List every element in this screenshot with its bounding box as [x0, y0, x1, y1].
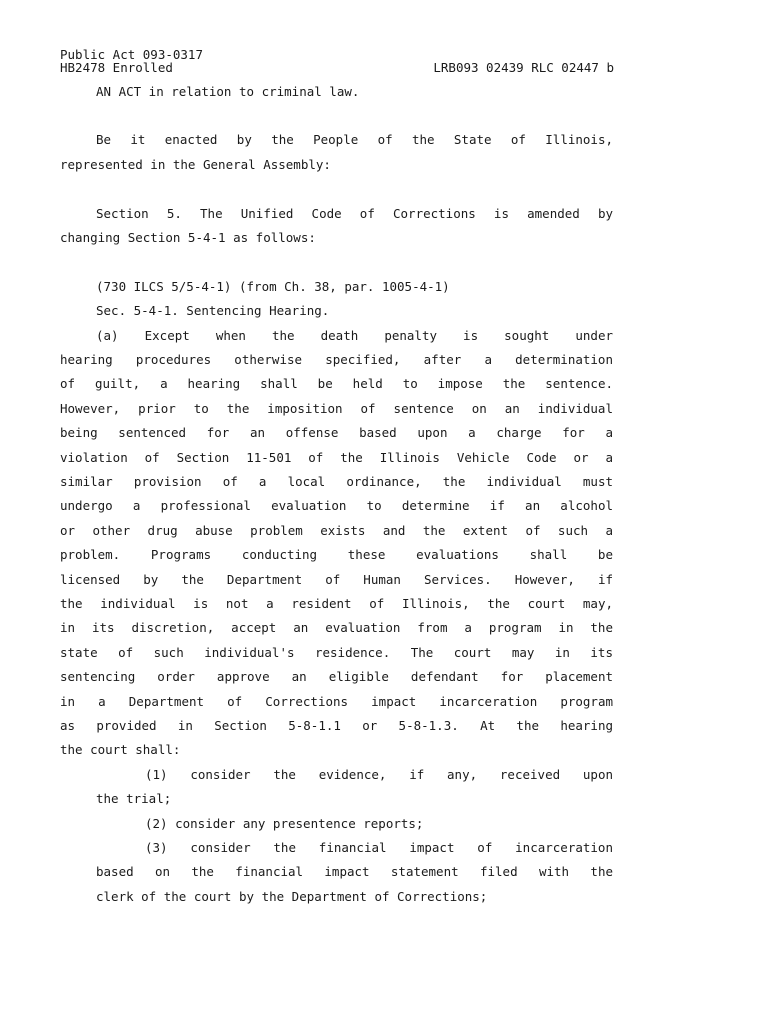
para-a-line: in its discretion, accept an evaluation from a program in the: [60, 620, 613, 635]
para-a-line: of guilt, a hearing shall be held to impose the sentence.: [60, 376, 613, 391]
section-heading: Sec. 5-4-1. Sentencing Hearing.: [96, 303, 330, 318]
enacting-clause-line-1: Be it enacted by the People of the State of Illinois,: [96, 132, 613, 147]
para-a-line: the court shall:: [60, 742, 181, 757]
item-3-line-1: (3) consider the financial impact of incarceration: [145, 840, 613, 855]
para-a-line: problem. Programs conducting these evaluations shall be: [60, 547, 613, 562]
header-bill-line: [60, 61, 614, 74]
para-a-line: undergo a professional evaluation to determine if an alcohol: [60, 498, 613, 513]
para-a-line: similar provision of a local ordinance, the individual must: [60, 474, 613, 489]
item-1-line-1: (1) consider the evidence, if any, received upon: [145, 767, 613, 782]
header-bill-id: HB2478 Enrolled: [60, 60, 173, 75]
item-3-line-2: based on the financial impact statement filed with the: [96, 864, 613, 879]
act-title: AN ACT in relation to criminal law.: [96, 84, 360, 99]
para-a-line: the individual is not a resident of Illinois, the court may,: [60, 596, 613, 611]
enacting-clause-line-2: represented in the General Assembly:: [60, 157, 331, 172]
para-a-line: violation of Section 11-501 of the Illinois Vehicle Code or a: [60, 450, 613, 465]
para-a-line: hearing procedures otherwise specified, after a determination: [60, 352, 613, 367]
section5-line-1: Section 5. The Unified Code of Corrections is amended by: [96, 206, 613, 221]
para-a-line: in a Department of Corrections impact incarceration program: [60, 694, 613, 709]
header-act-number: Public Act 093-0317: [60, 47, 203, 62]
para-a-line: sentencing order approve an eligible defendant for placement: [60, 669, 613, 684]
item-2: (2) consider any presentence reports;: [145, 816, 424, 831]
para-a-line: state of such individual's residence. The court may in its: [60, 645, 613, 660]
para-a-line: However, prior to the imposition of sentence on an individual: [60, 401, 613, 416]
para-a-line: as provided in Section 5-8-1.1 or 5-8-1.3. At the hearing: [60, 718, 613, 733]
para-a-line: being sentenced for an offense based upon a charge for a: [60, 425, 613, 440]
header-lrb-id: LRB093 02439 RLC 02447 b: [433, 60, 614, 75]
para-a-line: (a) Except when the death penalty is sought under: [96, 328, 613, 343]
section5-line-2: changing Section 5-4-1 as follows:: [60, 230, 316, 245]
para-a-line: licensed by the Department of Human Services. However, if: [60, 572, 613, 587]
item-1-line-2: the trial;: [96, 791, 172, 806]
statute-citation: (730 ILCS 5/5-4-1) (from Ch. 38, par. 1005-4-1): [96, 279, 450, 294]
item-3-line-3: clerk of the court by the Department of Corrections;: [96, 889, 488, 904]
para-a-line: or other drug abuse problem exists and the extent of such a: [60, 523, 613, 538]
